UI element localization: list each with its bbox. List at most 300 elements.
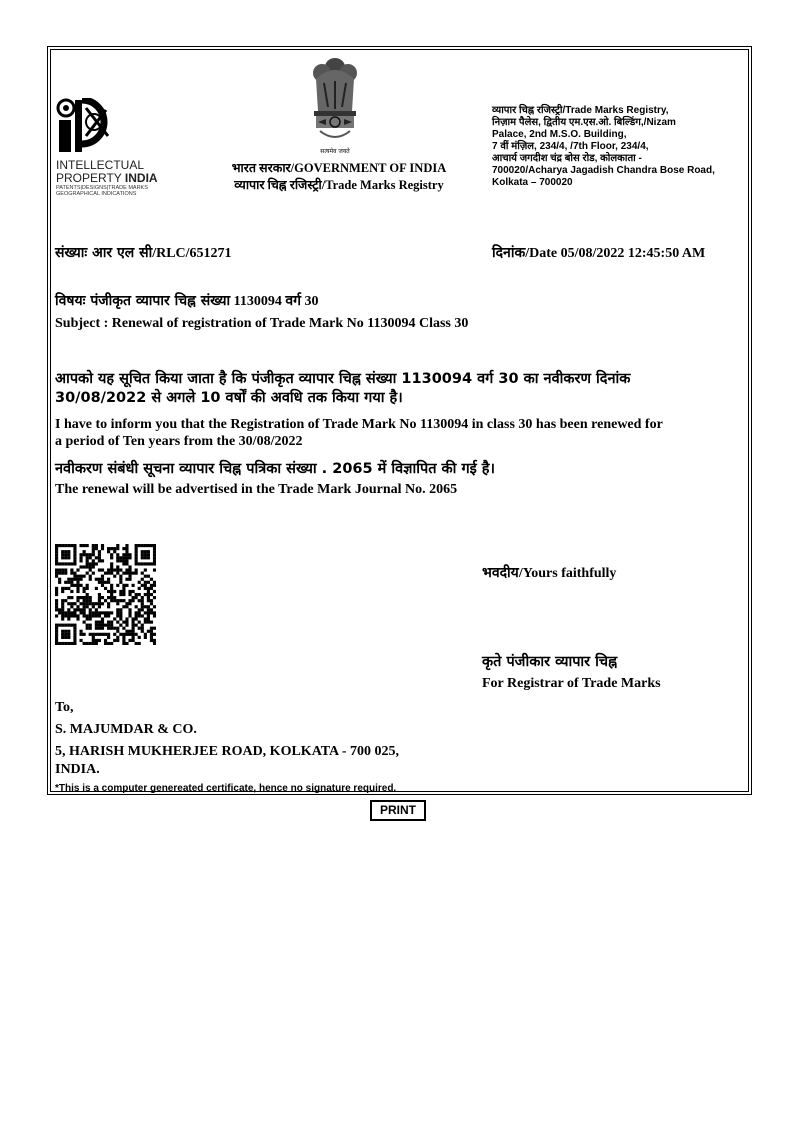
qr-module	[67, 544, 70, 547]
qr-module	[125, 605, 128, 608]
qr-module	[79, 565, 82, 568]
qr-module	[107, 605, 110, 608]
qr-module	[76, 575, 79, 578]
qr-module	[119, 593, 122, 596]
qr-module	[147, 611, 150, 614]
qr-module	[73, 547, 76, 550]
subject-hindi	[55, 291, 319, 310]
qr-module	[147, 556, 150, 559]
recipient-to: To,	[55, 700, 74, 715]
qr-module	[132, 599, 135, 602]
qr-module	[95, 556, 98, 559]
qr-module	[147, 553, 150, 556]
address-line: 700020/Acharya Jagadish Chandra Bose Road,	[492, 165, 715, 176]
qr-code	[55, 544, 156, 645]
body-english	[55, 416, 755, 450]
print-button[interactable]: PRINT	[370, 800, 426, 821]
qr-module	[73, 584, 76, 587]
registrar-english: For Registrar of Trade Marks	[482, 676, 661, 691]
qr-module	[147, 605, 150, 608]
qr-module	[98, 624, 101, 627]
subject-hindi-class-label: वर्ग	[285, 293, 302, 309]
qr-module	[107, 642, 110, 645]
qr-module	[86, 624, 89, 627]
qr-module	[107, 550, 110, 553]
qr-module	[73, 633, 76, 636]
qr-module	[150, 578, 153, 581]
qr-module	[113, 547, 116, 550]
logo-text-patents: PATENTS|DESIGNS|TRADE MARKS	[56, 185, 148, 191]
qr-module	[138, 562, 141, 565]
qr-module	[86, 602, 89, 605]
qr-module	[144, 636, 147, 639]
qr-module	[58, 544, 61, 547]
qr-module	[135, 568, 138, 571]
qr-module	[122, 621, 125, 624]
qr-module	[89, 578, 92, 581]
qr-module	[64, 630, 67, 633]
qr-module	[128, 599, 131, 602]
qr-module	[107, 581, 110, 584]
qr-module	[98, 611, 101, 614]
qr-module	[58, 624, 61, 627]
qr-module	[58, 611, 61, 614]
qr-module	[144, 553, 147, 556]
qr-module	[116, 627, 119, 630]
reference-value: /RLC/651271	[152, 246, 232, 261]
qr-module	[73, 624, 76, 627]
qr-module	[113, 633, 116, 636]
qr-module	[101, 624, 104, 627]
qr-module	[83, 605, 86, 608]
qr-module	[122, 599, 125, 602]
qr-module	[125, 572, 128, 575]
qr-module	[98, 639, 101, 642]
qr-module	[135, 550, 138, 553]
qr-module	[55, 593, 58, 596]
qr-module	[76, 617, 79, 620]
qr-module	[55, 568, 58, 571]
qr-module	[135, 572, 138, 575]
qr-module	[89, 617, 92, 620]
qr-module	[125, 559, 128, 562]
qr-module	[153, 596, 156, 599]
qr-module	[101, 602, 104, 605]
address-line: निज़ाम पैलेस, द्वितीय एम.एस.ओ. बिल्डिंग,/Nizam	[492, 117, 676, 128]
qr-module	[95, 614, 98, 617]
qr-module	[83, 590, 86, 593]
qr-module	[125, 544, 128, 547]
qr-module	[76, 608, 79, 611]
qr-module	[89, 565, 92, 568]
qr-module	[86, 559, 89, 562]
qr-module	[61, 611, 64, 614]
qr-module	[141, 630, 144, 633]
qr-module	[107, 633, 110, 636]
qr-module	[79, 630, 82, 633]
qr-module	[98, 621, 101, 624]
qr-module	[153, 605, 156, 608]
qr-module	[132, 633, 135, 636]
qr-module	[67, 581, 70, 584]
qr-module	[98, 568, 101, 571]
qr-module	[61, 602, 64, 605]
qr-module	[113, 617, 116, 620]
qr-module	[58, 578, 61, 581]
qr-module	[67, 587, 70, 590]
qr-module	[116, 639, 119, 642]
qr-module	[135, 562, 138, 565]
qr-module	[153, 590, 156, 593]
subject-hindi-text: विषयः पंजीकृत व्यापार चिह्न संख्या	[55, 293, 231, 309]
subject-hindi-class: 30	[301, 294, 319, 309]
qr-module	[95, 611, 98, 614]
reference-label: संख्याः आर एल सी	[55, 245, 153, 261]
qr-module	[89, 624, 92, 627]
qr-module	[73, 578, 76, 581]
government-of-india-text: भारत सरकार/GOVERNMENT OF INDIA	[231, 161, 447, 175]
qr-module	[135, 556, 138, 559]
subject-english: Subject : Renewal of registration of Trade Mark No 1130094 Class 30	[55, 316, 469, 331]
qr-module	[110, 568, 113, 571]
qr-module	[153, 611, 156, 614]
qr-module	[61, 636, 64, 639]
qr-module	[128, 608, 131, 611]
recipient-name: S. MAJUMDAR & CO.	[55, 722, 197, 737]
qr-module	[64, 587, 67, 590]
qr-module	[101, 617, 104, 620]
qr-module	[119, 608, 122, 611]
qr-module	[58, 581, 61, 584]
emblem-motto: सत्यमेव जयते	[320, 148, 350, 155]
qr-module	[135, 593, 138, 596]
qr-module	[135, 559, 138, 562]
qr-module	[132, 590, 135, 593]
qr-module	[83, 550, 86, 553]
qr-module	[104, 642, 107, 645]
qr-module	[128, 553, 131, 556]
qr-module	[55, 590, 58, 593]
qr-module	[79, 602, 82, 605]
qr-module	[125, 578, 128, 581]
qr-module	[104, 624, 107, 627]
qr-module	[98, 599, 101, 602]
qr-module	[92, 572, 95, 575]
qr-module	[128, 639, 131, 642]
qr-module	[116, 636, 119, 639]
qr-module	[153, 639, 156, 642]
qr-module	[122, 559, 125, 562]
qr-module	[92, 547, 95, 550]
qr-module	[67, 642, 70, 645]
qr-module	[138, 642, 141, 645]
qr-module	[67, 633, 70, 636]
qr-module	[147, 596, 150, 599]
qr-module	[76, 578, 79, 581]
qr-module	[116, 547, 119, 550]
registry-address	[492, 105, 752, 189]
qr-module	[89, 553, 92, 556]
qr-module	[58, 608, 61, 611]
qr-module	[141, 572, 144, 575]
qr-module	[83, 553, 86, 556]
qr-module	[86, 627, 89, 630]
qr-module	[64, 633, 67, 636]
qr-module	[147, 608, 150, 611]
qr-module	[132, 572, 135, 575]
qr-module	[122, 636, 125, 639]
qr-module	[70, 596, 73, 599]
qr-module	[128, 593, 131, 596]
qr-module	[147, 630, 150, 633]
qr-module	[61, 553, 64, 556]
qr-module	[79, 559, 82, 562]
qr-module	[95, 547, 98, 550]
qr-module	[104, 581, 107, 584]
qr-module	[70, 568, 73, 571]
qr-module	[89, 562, 92, 565]
qr-module	[135, 553, 138, 556]
qr-module	[125, 584, 128, 587]
qr-module	[83, 602, 86, 605]
qr-module	[132, 621, 135, 624]
qr-module	[73, 556, 76, 559]
qr-module	[135, 614, 138, 617]
qr-module	[79, 611, 82, 614]
qr-module	[113, 550, 116, 553]
qr-module	[138, 581, 141, 584]
qr-module	[122, 627, 125, 630]
qr-module	[107, 578, 110, 581]
qr-module	[110, 627, 113, 630]
qr-module	[92, 565, 95, 568]
qr-module	[83, 614, 86, 617]
qr-module	[107, 624, 110, 627]
qr-module	[73, 562, 76, 565]
qr-module	[135, 605, 138, 608]
qr-module	[138, 614, 141, 617]
qr-module	[67, 596, 70, 599]
qr-module	[153, 633, 156, 636]
qr-module	[153, 584, 156, 587]
qr-module	[55, 547, 58, 550]
qr-module	[128, 568, 131, 571]
qr-module	[83, 565, 86, 568]
qr-module	[76, 581, 79, 584]
qr-module	[76, 590, 79, 593]
qr-module	[92, 605, 95, 608]
qr-module	[122, 562, 125, 565]
qr-module	[107, 611, 110, 614]
qr-module	[132, 630, 135, 633]
qr-module	[70, 572, 73, 575]
qr-module	[119, 590, 122, 593]
qr-module	[144, 633, 147, 636]
qr-module	[70, 562, 73, 565]
qr-module	[128, 611, 131, 614]
qr-module	[95, 562, 98, 565]
qr-module	[95, 642, 98, 645]
qr-module	[86, 642, 89, 645]
qr-module	[116, 553, 119, 556]
qr-module	[73, 602, 76, 605]
qr-module	[61, 587, 64, 590]
qr-module	[104, 633, 107, 636]
qr-module	[110, 611, 113, 614]
qr-module	[73, 572, 76, 575]
body-english-line: I have to inform you that the Registration of Trade Mark No 1130094 in class 30 has been renewed for	[55, 417, 663, 432]
qr-module	[107, 572, 110, 575]
qr-module	[95, 578, 98, 581]
qr-module	[67, 562, 70, 565]
qr-module	[150, 636, 153, 639]
qr-module	[107, 602, 110, 605]
qr-module	[92, 614, 95, 617]
recipient-street: 5, HARISH MUKHERJEE ROAD, KOLKATA - 700 025,	[55, 744, 400, 759]
qr-module	[73, 627, 76, 630]
qr-module	[73, 642, 76, 645]
address-line: 7 वीं मंज़िल, 234/4, /7th Floor, 234/4,	[492, 141, 649, 152]
qr-module	[104, 587, 107, 590]
qr-module	[122, 584, 125, 587]
qr-module	[73, 636, 76, 639]
qr-module	[55, 550, 58, 553]
qr-module	[98, 578, 101, 581]
logo-text-india: INDIA	[124, 171, 158, 185]
qr-module	[107, 636, 110, 639]
qr-module	[95, 624, 98, 627]
qr-module	[79, 578, 82, 581]
qr-module	[128, 572, 131, 575]
qr-module	[92, 550, 95, 553]
qr-module	[116, 584, 119, 587]
qr-module	[138, 599, 141, 602]
qr-module	[92, 602, 95, 605]
qr-module	[86, 599, 89, 602]
qr-module	[58, 562, 61, 565]
qr-module	[64, 553, 67, 556]
qr-module	[79, 596, 82, 599]
qr-module	[70, 590, 73, 593]
qr-module	[70, 602, 73, 605]
ip-logo-mark-icon	[56, 98, 124, 154]
qr-module	[55, 599, 58, 602]
address-line: आचार्य जगदीश चंद्र बोस रोड, कोलकाता -	[492, 153, 642, 164]
qr-module	[150, 593, 153, 596]
qr-module	[73, 630, 76, 633]
qr-module	[113, 590, 116, 593]
qr-module	[64, 581, 67, 584]
qr-module	[144, 587, 147, 590]
qr-module	[144, 581, 147, 584]
qr-module	[98, 550, 101, 553]
qr-module	[128, 578, 131, 581]
qr-module	[61, 624, 64, 627]
qr-module	[104, 614, 107, 617]
qr-module	[141, 544, 144, 547]
qr-module	[98, 553, 101, 556]
qr-module	[55, 605, 58, 608]
qr-module	[92, 642, 95, 645]
qr-module	[135, 633, 138, 636]
address-line: व्यापार चिह्न रजिस्ट्री/Trade Marks Registry,	[492, 105, 669, 116]
qr-module	[141, 556, 144, 559]
qr-module	[125, 621, 128, 624]
qr-module	[92, 562, 95, 565]
qr-module	[125, 642, 128, 645]
qr-module	[150, 627, 153, 630]
qr-module	[135, 596, 138, 599]
qr-module	[132, 627, 135, 630]
qr-module	[119, 575, 122, 578]
qr-module	[79, 633, 82, 636]
qr-module	[119, 633, 122, 636]
qr-module	[153, 553, 156, 556]
qr-module	[92, 639, 95, 642]
qr-module	[73, 639, 76, 642]
qr-module	[104, 611, 107, 614]
qr-module	[61, 572, 64, 575]
qr-module	[135, 642, 138, 645]
qr-module	[110, 553, 113, 556]
qr-module	[67, 611, 70, 614]
qr-module	[135, 617, 138, 620]
subject-hindi-number: 1130094	[230, 294, 286, 309]
qr-module	[89, 599, 92, 602]
qr-module	[64, 624, 67, 627]
qr-module	[86, 556, 89, 559]
qr-module	[67, 578, 70, 581]
qr-module	[64, 614, 67, 617]
qr-module	[141, 550, 144, 553]
qr-module	[138, 608, 141, 611]
qr-module	[95, 639, 98, 642]
qr-module	[101, 544, 104, 547]
qr-module	[61, 633, 64, 636]
qr-module	[86, 565, 89, 568]
qr-module	[119, 617, 122, 620]
qr-module	[128, 614, 131, 617]
qr-module	[55, 636, 58, 639]
qr-module	[89, 602, 92, 605]
qr-module	[153, 544, 156, 547]
qr-module	[128, 630, 131, 633]
qr-module	[147, 593, 150, 596]
date-label: दिनांक	[492, 245, 526, 261]
qr-module	[128, 602, 131, 605]
qr-module	[107, 590, 110, 593]
yours-english: /Yours faithfully	[518, 566, 617, 581]
qr-module	[92, 544, 95, 547]
qr-module	[64, 636, 67, 639]
qr-module	[150, 584, 153, 587]
qr-module	[86, 593, 89, 596]
qr-module	[144, 562, 147, 565]
qr-module	[58, 642, 61, 645]
qr-module	[89, 596, 92, 599]
qr-module	[92, 611, 95, 614]
qr-module	[125, 556, 128, 559]
qr-module	[119, 568, 122, 571]
qr-module	[73, 550, 76, 553]
qr-module	[119, 556, 122, 559]
qr-module	[141, 599, 144, 602]
qr-module	[83, 642, 86, 645]
qr-module	[70, 584, 73, 587]
qr-module	[144, 611, 147, 614]
qr-module	[55, 559, 58, 562]
ip-india-logo	[56, 98, 166, 200]
